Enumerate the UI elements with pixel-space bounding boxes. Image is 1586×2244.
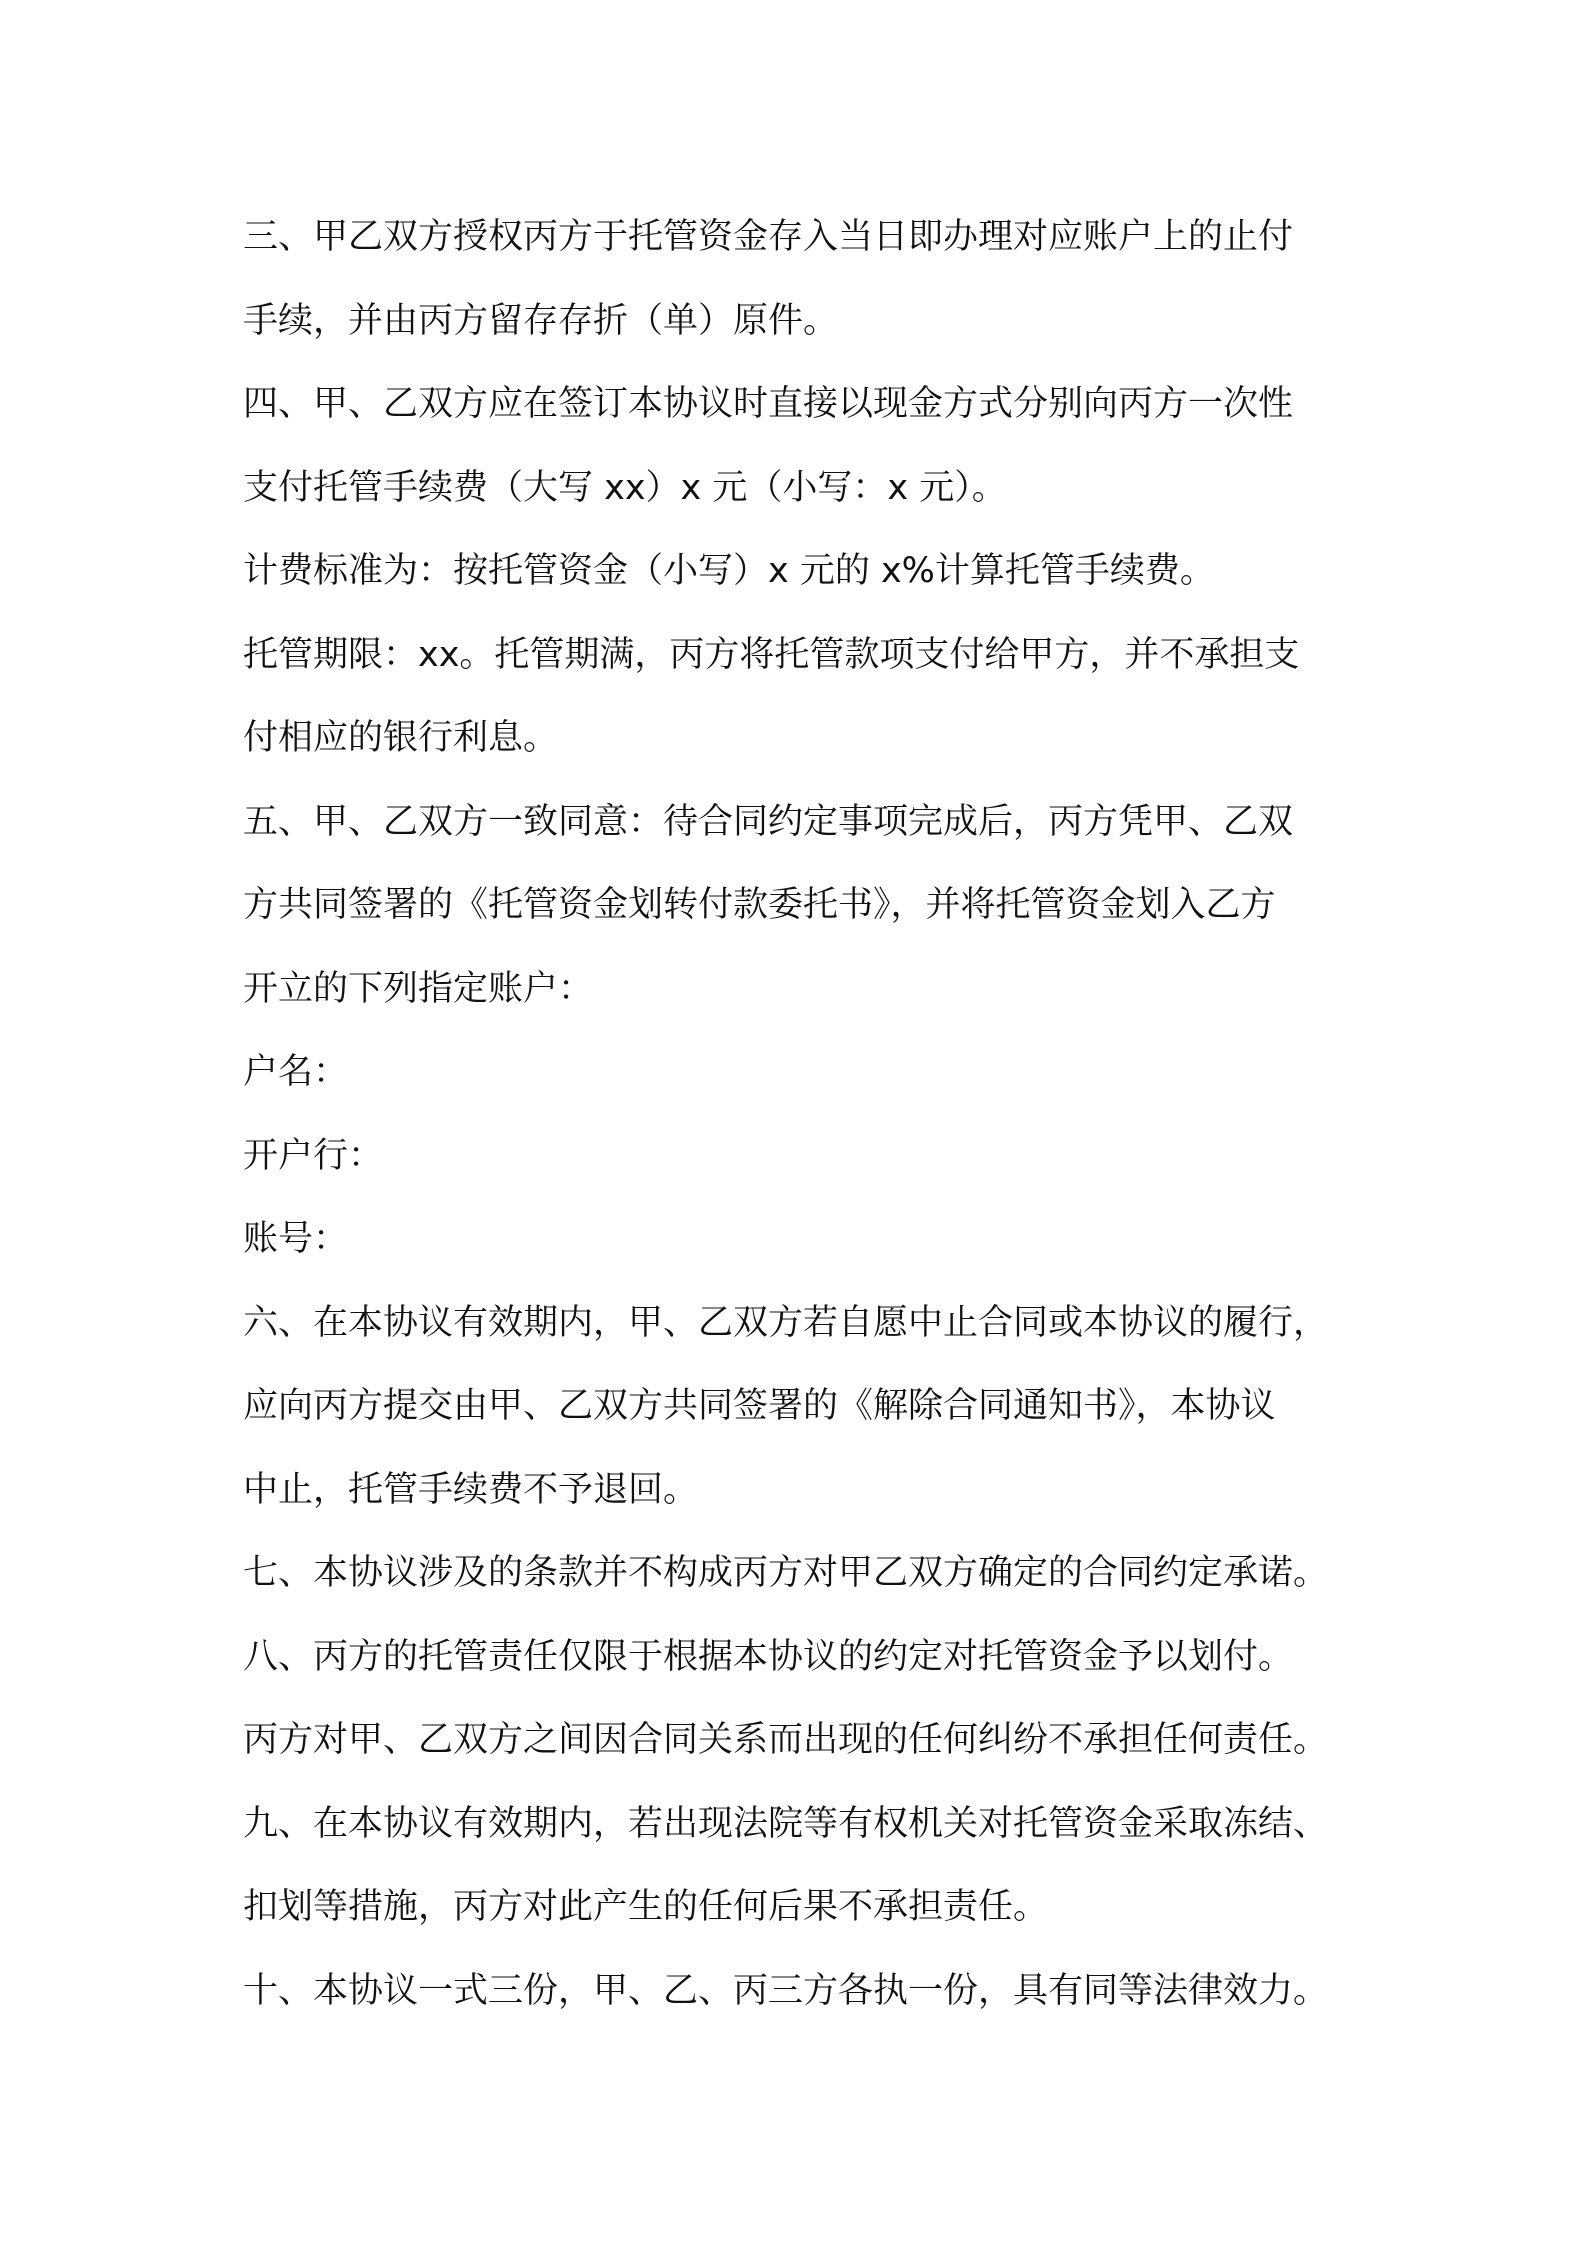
clause-9-line-2: 扣划等措施，丙方对此产生的任何后果不承担责任。 [243,1887,1049,1927]
clause-10-line: 十、本协议一式三份，甲、乙、丙三方各执一份，具有同等法律效力。 [243,1970,1329,2011]
clause-4-line-2: 支付托管手续费（大写 xx）x 元（小写：x 元）。 [243,467,1007,508]
clause-8-line-1: 八、丙方的托管责任仅限于根据本协议的约定对托管资金予以划付。 [243,1636,1294,1677]
clause-6-line-3: 中止，托管手续费不予退回。 [243,1469,699,1510]
custody-term-line-2: 付相应的银行利息。 [243,718,559,758]
clause-5-line-3: 开立的下列指定账户： [243,968,594,1009]
clause-6-line-1: 六、在本协议有效期内，甲、乙双方若自愿中止合同或本协议的履行， [243,1302,1329,1343]
clause-4-line-1: 四、甲、乙双方应在签订本协议时直接以现金方式分别向丙方一次性 [243,384,1294,424]
clause-3-line-2: 手续，并由丙方留存存折（单）原件。 [243,300,839,341]
clause-5-line-2: 方共同签署的《托管资金划转付款委托书》，并将托管资金划入乙方 [243,885,1276,925]
fee-standard-line: 计费标准为：按托管资金（小写）x 元的 x%计算托管手续费。 [243,551,1215,591]
clause-9-line-1: 九、在本协议有效期内，若出现法院等有权机关对托管资金采取冻结、 [243,1803,1329,1844]
clause-6-line-2: 应向丙方提交由甲、乙双方共同签署的《解除合同通知书》，本协议 [243,1386,1276,1426]
bank-line: 开户行： [243,1135,384,1176]
contract-text [243,196,1383,2033]
custody-term-line-1: 托管期限：xx。托管期满，丙方将托管款项支付给甲方，并不承担支 [243,634,1300,675]
clause-8-line-2: 丙方对甲、乙双方之间因合同关系而出现的任何纠纷不承担任何责任。 [243,1720,1329,1760]
account-name-line: 户名： [243,1052,349,1092]
clause-5-line-1: 五、甲、乙双方一致同意：待合同约定事项完成后，丙方凭甲、乙双 [243,801,1294,842]
account-number-line: 账号： [243,1219,349,1259]
clause-3-line-1: 三、甲乙双方授权丙方于托管资金存入当日即办理对应账户上的止付 [243,217,1294,257]
clause-7-line: 七、本协议涉及的条款并不构成丙方对甲乙双方确定的合同约定承诺。 [243,1553,1329,1593]
